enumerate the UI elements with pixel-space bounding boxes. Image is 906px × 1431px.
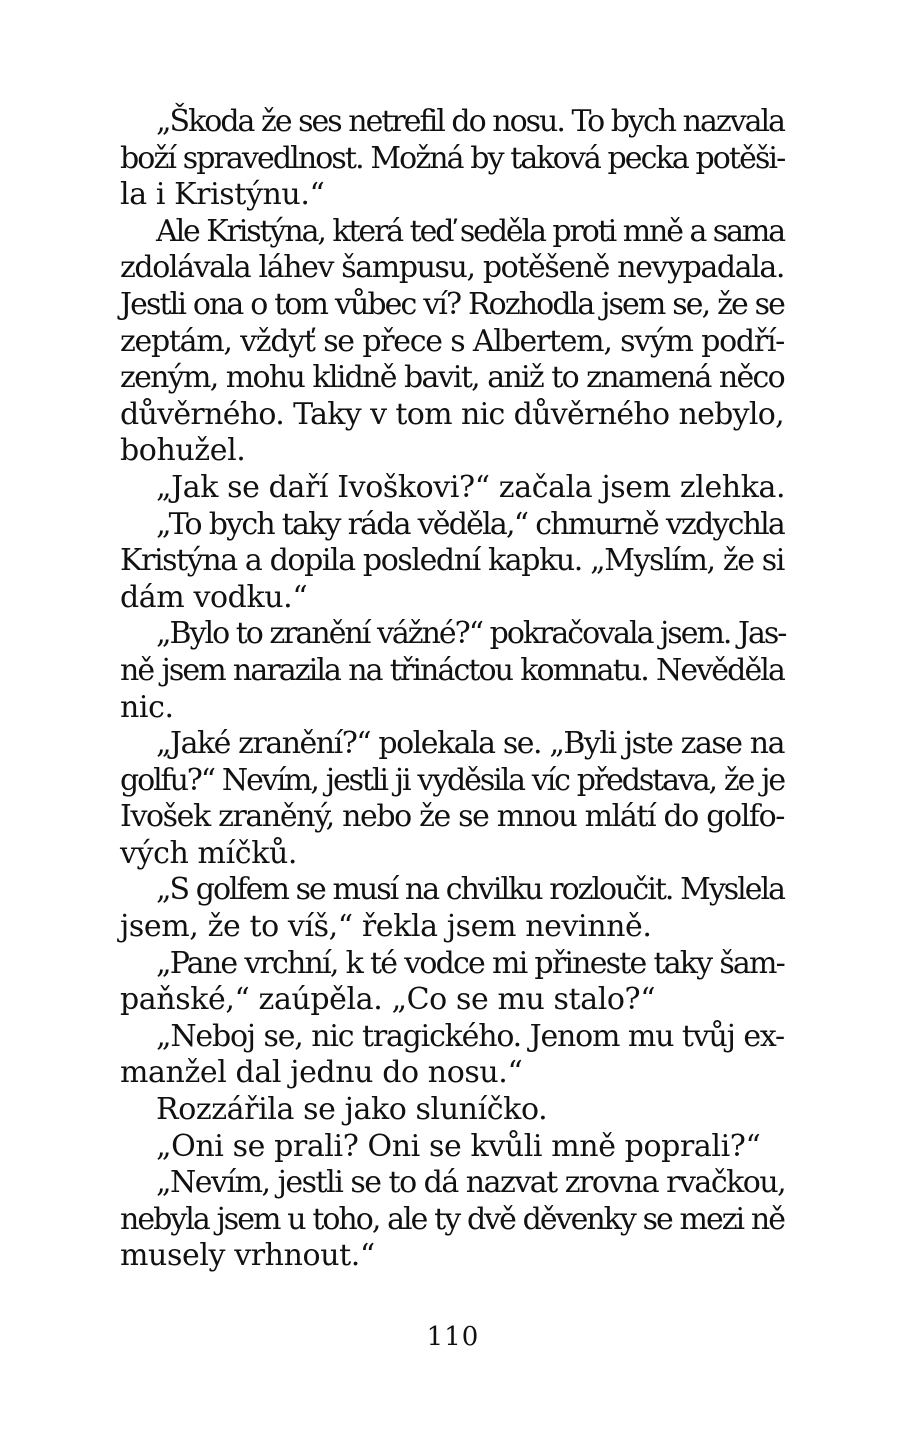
- text-line: důvěrného. Taky v tom nic důvěrného nebylo,: [120, 396, 784, 432]
- text-line: Ale Kristýna, která teď seděla proti mně a sama: [156, 213, 784, 249]
- text-line: zdolávala láhev šampusu, potěšeně nevypadala.: [120, 250, 784, 286]
- text-line: Ivošek zraněný, nebo že se mnou mlátí do golfo-: [120, 799, 784, 835]
- text-line: „Oni se prali? Oni se kvůli mně poprali?“: [156, 1128, 761, 1164]
- text-line: zeptám, vždyť se přece s Albertem, svým podří-: [120, 323, 784, 359]
- text-line: „Nevím, jestli se to dá nazvat zrovna rvačkou,: [156, 1165, 786, 1201]
- text-line: Kristýna a dopila poslední kapku. „Myslím, že si: [120, 543, 784, 579]
- text-line: „Jaké zranění?“ polekala se. „Byli jste zase na: [156, 726, 784, 762]
- text-line: manžel dal jednu do nosu.“: [120, 1055, 523, 1091]
- text-line: „S golfem se musí na chvilku rozloučit. Myslela: [156, 872, 784, 908]
- text-line: ně jsem narazila na třináctou komnatu. Nevěděla: [120, 652, 784, 688]
- text-line: „Neboj se, nic tragického. Jenom mu tvůj ex-: [156, 1018, 784, 1054]
- text-line: paňské,“ zaúpěla. „Co se mu stalo?“: [120, 982, 656, 1018]
- text-line: vých míčků.: [120, 835, 298, 871]
- text-line: musely vrhnout.“: [120, 1238, 375, 1274]
- text-line: „Škoda že ses netrefil do nosu. To bych nazvala: [156, 104, 784, 139]
- body-text: [120, 104, 784, 1275]
- text-line: golfu?“ Nevím, jestli ji vyděsila víc představa, že je: [120, 762, 784, 798]
- text-line: „To bych taky ráda věděla,“ chmurně vzdychla: [156, 506, 784, 542]
- text-line: nebyla jsem u toho, ale ty dvě děvenky se mezi ně: [120, 1201, 784, 1237]
- text-line: bohužel.: [120, 433, 246, 469]
- text-line: „Jak se daří Ivoškovi?“ začala jsem zlehka.: [156, 469, 786, 505]
- text-line: nic.: [120, 689, 174, 725]
- text-line: „Bylo to zranění vážné?“ pokračovala jsem. Jas-: [156, 616, 786, 652]
- text-line: zeným, mohu klidně bavit, aniž to znamená něco: [120, 360, 784, 396]
- page-number: 110: [426, 1322, 480, 1352]
- text-line: Jestli ona o tom vůbec ví? Rozhodla jsem se, že se: [120, 286, 784, 322]
- text-line: la i Kristýnu.“: [120, 177, 325, 213]
- text-line: Rozzářila se jako sluníčko.: [156, 1092, 548, 1128]
- text-line: „Pane vrchní, k té vodce mi přineste taky šam-: [156, 945, 784, 981]
- text-line: boží spravedlnost. Možná by taková pecka potěši-: [120, 140, 785, 176]
- text-line: dám vodku.“: [120, 579, 308, 615]
- text-line: jsem, že to víš,“ řekla jsem nevinně.: [120, 909, 652, 945]
